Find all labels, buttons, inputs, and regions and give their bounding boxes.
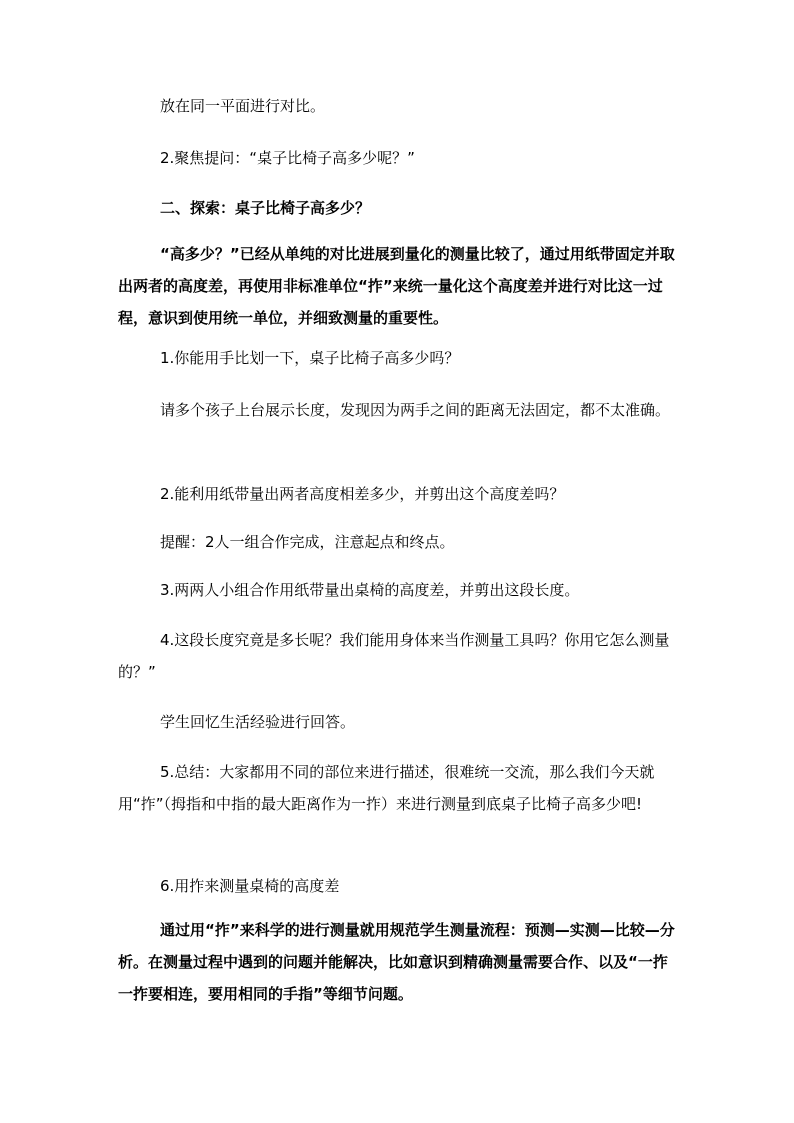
- paragraph-step-1: 1.你能用手比划一下，桌子比椅子高多少吗？: [160, 349, 460, 367]
- paragraph-explore-intro: “高多少？”已经从单纯的对比进展到量化的测量比较了，通过用纸带固定并取出两者的高度差，再使用非标准单位“拃”来统一量化这个高度差并进行对比这一过程，意识到使用统一单位，并细致测量的重要性。: [118, 245, 675, 327]
- paragraph-step-3: 3.两两人小组合作用纸带量出桌椅的高度差，并剪出这段长度。: [160, 581, 580, 599]
- paragraph-focus-question: 2.聚焦提问：“桌子比椅子高多少呢？”: [160, 149, 415, 167]
- paragraph-step-1-detail: 请多个孩子上台展示长度，发现因为两手之间的距离无法固定，都不太准确。: [160, 401, 671, 419]
- paragraph-step-2: 2.能利用纸带量出两者高度相差多少，并剪出这个高度差吗？: [160, 485, 565, 503]
- paragraph-conclusion: 通过用“拃”来科学的进行测量就用规范学生测量流程：预测—实测—比较—分析。在测量过程中遇到的问题并能解决，比如意识到精确测量需要合作、以及“一拃一拃要相连，要用相同的手指”等细节问题。: [118, 921, 675, 1003]
- paragraph-step-5-summary: 5.总结：大家都用不同的部位来进行描述，很难统一交流，那么我们今天就用“拃”（拇指和中指的最大距离作为一拃）来进行测量到底桌子比椅子高多少吧!: [118, 763, 655, 813]
- paragraph-continuation: 放在同一平面进行对比。: [160, 97, 326, 115]
- paragraph-reminder: 提醒：2人一组合作完成，注意起点和终点。: [160, 533, 455, 551]
- paragraph-step-6: 6.用拃来测量桌椅的高度差: [160, 877, 340, 895]
- section-heading-explore: 二、探索：桌子比椅子高多少？: [160, 199, 371, 217]
- paragraph-step-4: 4.这段长度究竟是多长呢？我们能用身体来当作测量工具吗？你用它怎么测量的？”: [118, 631, 670, 681]
- paragraph-student-answer: 学生回忆生活经验进行回答。: [160, 713, 356, 731]
